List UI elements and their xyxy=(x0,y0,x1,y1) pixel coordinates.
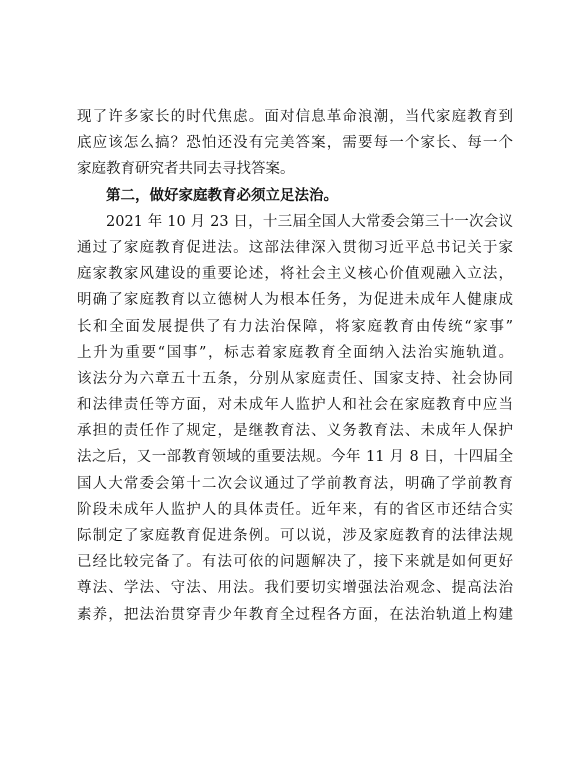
text-line: 明确了家庭教育以立德树人为根本任务，为促进未成年人健康成 xyxy=(77,292,513,309)
text-line: 2021 年 10 月 23 日，十三届全国人大常委会第三十一次会议 xyxy=(106,213,513,230)
text-line: 该法分为六章五十五条，分别从家庭责任、国家支持、社会协同 xyxy=(77,370,513,387)
text-line: 阶段未成年人监护人的具体责任。近年来，有的省区市还结合实 xyxy=(77,501,513,518)
text-line: 际制定了家庭教育促进条例。可以说，涉及家庭教育的法律法规 xyxy=(77,528,513,544)
text-line: 法之后，又一部教育领域的重要法规。今年 11 月 8 日，十四届全 xyxy=(77,449,513,466)
text-line: 尊法、学法、守法、用法。我们要切实增强法治观念、提高法治 xyxy=(77,580,513,597)
text-line: 庭家教家风建设的重要论述，将社会主义核心价值观融入立法， xyxy=(77,266,513,283)
text-line: 国人大常委会第十二次会议通过了学前教育法，明确了学前教育 xyxy=(77,475,513,492)
text-line: 承担的责任作了规定，是继教育法、义务教育法、未成年人保护 xyxy=(77,423,513,440)
text-line: 已经比较完备了。有法可依的问题解决了，接下来就是如何更好 xyxy=(77,554,513,571)
text-line: 素养，把法治贯穿青少年教育全过程各方面，在法治轨道上构建 xyxy=(77,606,513,623)
text-line: 长和全面发展提供了有力法治保障，将家庭教育由传统“家事” xyxy=(77,318,513,335)
section-heading: 第二，做好家庭教育必须立足法治。 xyxy=(106,186,338,204)
text-line: 现了许多家长的时代焦虑。面对信息革命浪潮，当代家庭教育到 xyxy=(77,109,513,125)
document-body xyxy=(77,104,513,628)
text-line: 通过了家庭教育促进法。这部法律深入贯彻习近平总书记关于家 xyxy=(77,239,513,256)
text-line: 和法律责任等方面，对未成年人监护人和社会在家庭教育中应当 xyxy=(77,397,513,414)
text-line: 上升为重要“国事”，标志着家庭教育全面纳入法治实施轨道。 xyxy=(77,344,513,361)
text-line: 底应该怎么搞？恐怕还没有完美答案，需要每一个家长、每一个 xyxy=(77,135,513,152)
text-line: 家庭教育研究者共同去寻找答案。 xyxy=(77,161,295,178)
